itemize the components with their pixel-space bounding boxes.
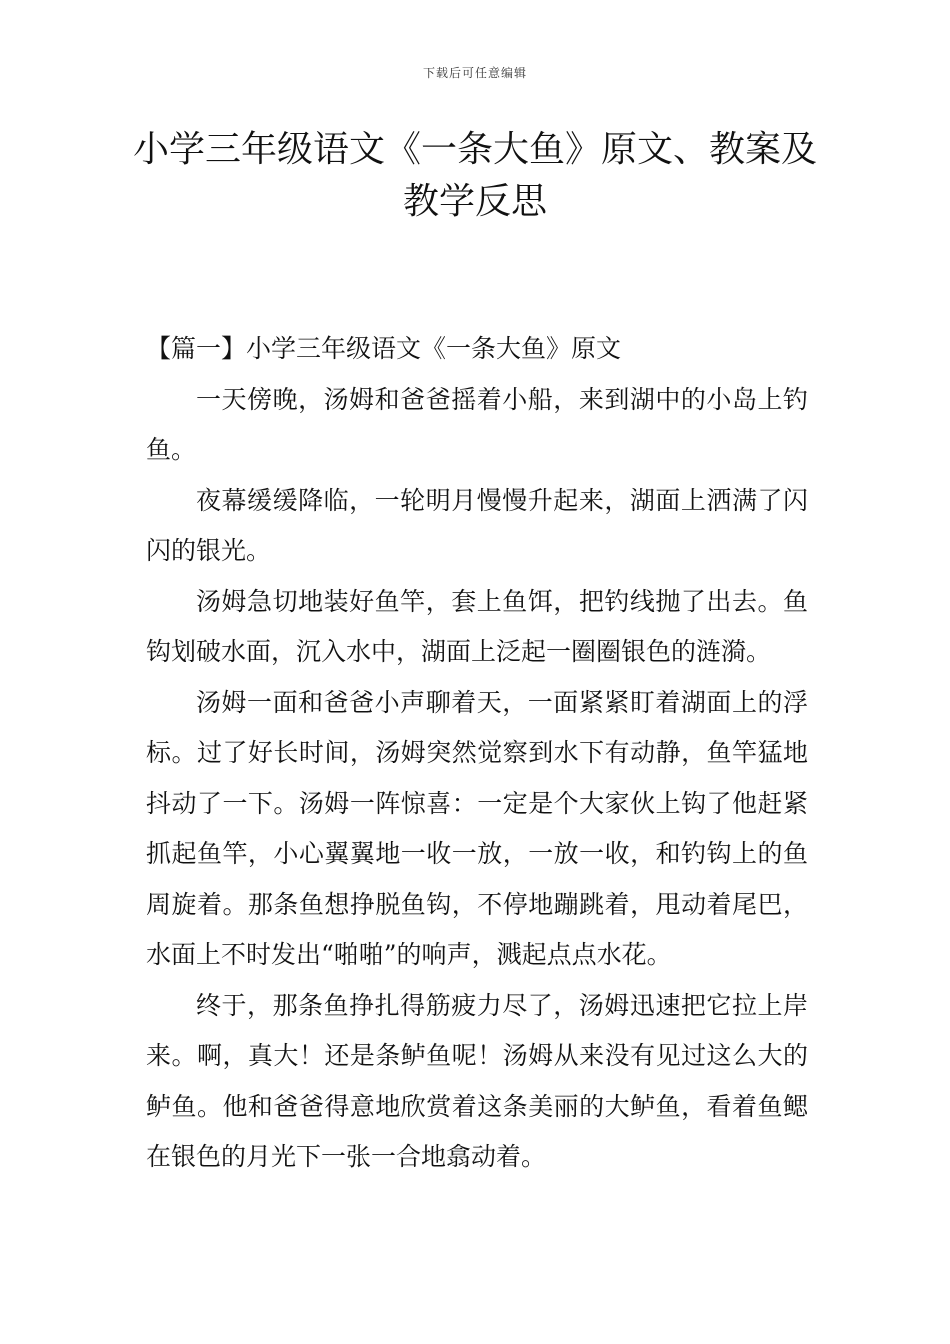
paragraph-1: 一天傍晚，汤姆和爸爸摇着小船，来到湖中的小岛上钓鱼。 xyxy=(146,384,808,464)
paragraph-2: 夜幕缓缓降临，一轮明月慢慢升起来，湖面上洒满了闪闪的银光。 xyxy=(146,485,808,565)
document-title: 小学三年级语文《一条大鱼》原文、教案及教学反思 xyxy=(132,129,817,222)
paragraph-5: 终于，那条鱼挣扎得筋疲力尽了，汤姆迅速把它拉上岸来。啊，真大！还是条鲈鱼呢！汤姆从来没有见过这么大的鲈鱼。他和爸爸得意地欣赏着这条美丽的大鲈鱼，看着鱼鳃在银色的月光下一张一合地翕动着。 xyxy=(146,990,808,1171)
download-note: 下载后可任意编辑 xyxy=(422,66,527,80)
paragraph-3: 汤姆急切地装好鱼竿，套上鱼饵，把钓线抛了出去。鱼钩划破水面，沉入水中，湖面上泛起一圈圈银色的涟漪。 xyxy=(146,586,808,666)
document-body xyxy=(146,324,808,1183)
paragraph-4: 汤姆一面和爸爸小声聊着天，一面紧紧盯着湖面上的浮标。过了好长时间，汤姆突然觉察到水下有动静，鱼竿猛地抖动了一下。汤姆一阵惊喜：一定是个大家伙上钩了他赶紧抓起鱼竿，小心翼翼地一收一放，一放一收，和钓钩上的鱼周旋着。那条鱼想挣脱鱼钩，不停地蹦跳着，甩动着尾巴，水面上不时发出“啪啪”的响声，溅起点点水花。 xyxy=(146,687,808,969)
section-heading: 【篇一】小学三年级语文《一条大鱼》原文 xyxy=(146,334,622,363)
